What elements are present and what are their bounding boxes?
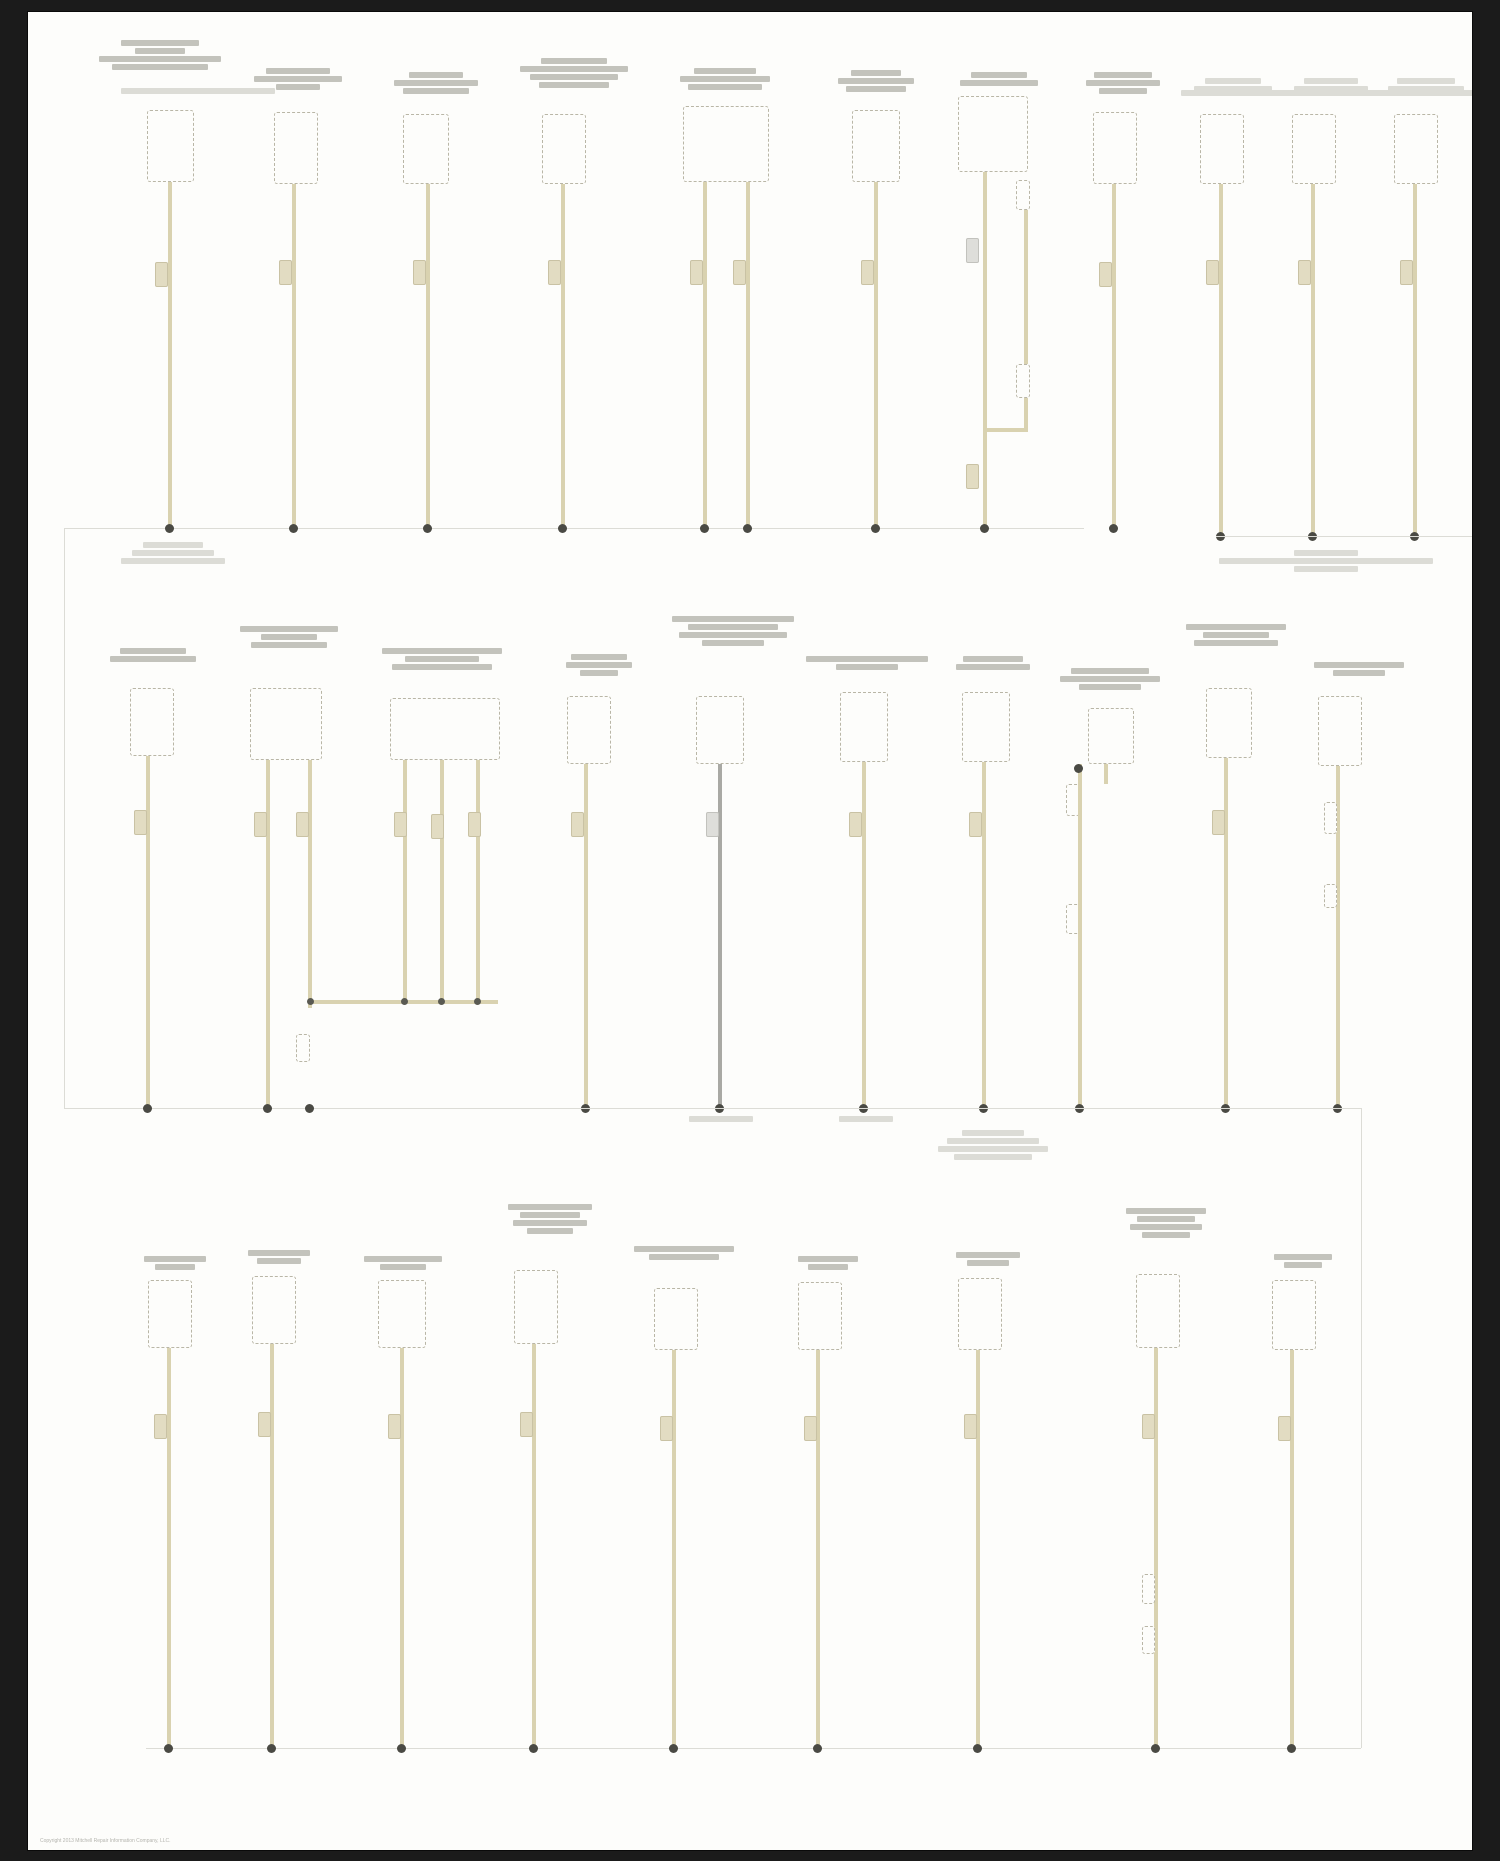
label-ipc [682, 68, 768, 90]
connector-headlamp-lower-b[interactable] [1142, 1626, 1155, 1654]
connector-mirror-lower[interactable] [296, 1034, 310, 1062]
label-pcm [396, 72, 476, 94]
wire-rear-entertainment [672, 1350, 676, 1748]
module-box-ipc[interactable] [683, 106, 769, 182]
label-headlamp-leveling [1128, 1208, 1204, 1238]
node-dot-1 [165, 524, 174, 533]
wire-door-lf [982, 762, 986, 1108]
module-box-heated-seat[interactable] [514, 1270, 558, 1344]
connector-sunroof[interactable] [134, 810, 147, 835]
node-dot-2 [289, 524, 298, 533]
wire-swc-c [476, 760, 480, 1000]
connector-swc-b[interactable] [431, 814, 444, 839]
connector-display[interactable] [258, 1412, 271, 1437]
label-tpm [958, 1252, 1018, 1266]
label-ebcm [962, 72, 1036, 86]
label-top-strip-right [1178, 90, 1472, 96]
module-box-display[interactable] [252, 1276, 296, 1344]
connector-amplifier[interactable] [1099, 262, 1112, 287]
module-box-tpm[interactable] [958, 1278, 1002, 1350]
node-dot-13 [143, 1104, 152, 1113]
label-trailer [1276, 1254, 1330, 1268]
module-box-memory-seat[interactable] [840, 692, 888, 762]
connector-swc-a[interactable] [394, 812, 407, 837]
connector-bcm-c1[interactable] [155, 262, 168, 287]
module-box-tcm[interactable] [274, 112, 318, 184]
module-box-ebcm[interactable] [958, 96, 1028, 172]
wire-sdm [1311, 184, 1315, 534]
connector-swc-c[interactable] [468, 812, 481, 837]
connector-ebcm-b[interactable] [966, 464, 979, 489]
label-telematics [674, 616, 792, 646]
label-camera [800, 1256, 856, 1270]
node-dot-28 [669, 1744, 678, 1753]
module-box-camera[interactable] [798, 1282, 842, 1350]
connector-ebcm-top[interactable] [1016, 180, 1030, 210]
label-splice-s116 [123, 542, 223, 564]
wire-ebcm [983, 172, 987, 528]
wire-door-rf [1104, 764, 1108, 784]
label-dlc [840, 70, 912, 92]
label-amplifier [1088, 72, 1158, 94]
connector-rear-entertainment[interactable] [660, 1416, 673, 1441]
label-splice-s212 [938, 1130, 1048, 1160]
connector-tcm[interactable] [279, 260, 292, 285]
connector-mirror-b[interactable] [296, 812, 309, 837]
node-dot-5 [700, 524, 709, 533]
label-tcm [256, 68, 340, 90]
module-box-parking-assist[interactable] [1206, 688, 1252, 758]
module-box-bcm-c1[interactable] [147, 110, 194, 182]
label-amp-audio [146, 1256, 204, 1270]
module-box-door-rf[interactable] [1088, 708, 1134, 764]
label-sunroof [112, 648, 194, 662]
wire-amp-audio [167, 1348, 171, 1748]
node-dot-4 [558, 524, 567, 533]
module-box-amplifier[interactable] [1093, 112, 1137, 184]
node-dot-25 [267, 1744, 276, 1753]
connector-navigation[interactable] [388, 1414, 401, 1439]
connector-sensor[interactable] [1400, 260, 1413, 285]
module-box-sensor[interactable] [1394, 114, 1438, 184]
module-box-mirror[interactable] [250, 688, 322, 760]
connector-camera[interactable] [804, 1416, 817, 1441]
module-box-navigation[interactable] [378, 1280, 426, 1348]
label-swc [384, 648, 500, 670]
connector-ipc-a[interactable] [690, 260, 703, 285]
connector-heated-seat[interactable] [520, 1412, 533, 1437]
wire-ipc-a [703, 182, 707, 528]
connector-headlamp-lower-a[interactable] [1142, 1574, 1155, 1604]
connector-ebcm-mid[interactable] [1016, 364, 1030, 398]
connector-ebcm-a[interactable] [966, 238, 979, 263]
wire-door-rf-main [1078, 764, 1082, 1108]
wire-ipc-b [746, 182, 750, 528]
wire-ebcm-jog [983, 428, 1028, 432]
connector-ipc-b[interactable] [733, 260, 746, 285]
connector-pcm[interactable] [413, 260, 426, 285]
module-box-door-lf[interactable] [962, 692, 1010, 762]
connector-occupant[interactable] [571, 812, 584, 837]
splice-row2-b [401, 998, 408, 1005]
node-dot-21 [1074, 764, 1083, 773]
wire-pcm [426, 184, 430, 528]
label-top-strip-left [108, 88, 288, 94]
splice-row2-c [438, 998, 445, 1005]
node-dot-31 [1151, 1744, 1160, 1753]
wire-sunroof [146, 756, 150, 1108]
module-box-pcm[interactable] [403, 114, 449, 184]
connector-door-lf[interactable] [969, 812, 982, 837]
label-rear-closure [1316, 662, 1402, 676]
connector-telematics[interactable] [706, 812, 719, 837]
wire-headlamp-leveling [1154, 1348, 1158, 1748]
module-box-telematics[interactable] [696, 696, 744, 764]
connector-hvac[interactable] [1206, 260, 1219, 285]
wire-memory-seat [862, 762, 866, 1108]
node-dot-9 [1109, 524, 1118, 533]
label-heated-seat [510, 1204, 590, 1234]
node-dot-30 [973, 1744, 982, 1753]
label-memory-seat [808, 656, 926, 670]
bus-row2-right [581, 1108, 1361, 1109]
bus-left-vertical [64, 528, 65, 1108]
node-dot-24 [164, 1744, 173, 1753]
label-ground-seat [838, 1116, 894, 1122]
node-dot-8 [980, 524, 989, 533]
module-box-sdm[interactable] [1292, 114, 1336, 184]
label-ground-g200 [688, 1116, 754, 1122]
wire-trailer [1290, 1350, 1294, 1748]
module-box-hvac[interactable] [1200, 114, 1244, 184]
wire-sensor [1413, 184, 1417, 534]
connector-trailer[interactable] [1278, 1416, 1291, 1441]
node-dot-29 [813, 1744, 822, 1753]
bus-row1-right [1216, 536, 1472, 537]
label-display [250, 1250, 308, 1264]
connector-mirror-a[interactable] [254, 812, 267, 837]
connector-rear-closure-a[interactable] [1324, 802, 1337, 834]
label-navigation-radio [366, 1256, 440, 1270]
bus-row3-horizontal [146, 1748, 1361, 1749]
bus-right-vertical [1361, 1108, 1362, 1748]
connector-rear-closure-b[interactable] [1324, 884, 1337, 908]
wire-occupant [584, 764, 588, 1108]
wire-display [270, 1344, 274, 1748]
label-rear-entertainment [636, 1246, 732, 1260]
node-dot-32 [1287, 1744, 1296, 1753]
connector-bcm-c2[interactable] [548, 260, 561, 285]
label-bcm-c1 [100, 40, 220, 70]
wire-camera [816, 1350, 820, 1748]
wire-hvac [1219, 184, 1223, 534]
connector-amp-audio[interactable] [154, 1414, 167, 1439]
wire-swc-a [403, 760, 407, 1000]
connector-parking-assist[interactable] [1212, 810, 1225, 835]
wire-dlc [874, 182, 878, 528]
connector-sdm[interactable] [1298, 260, 1311, 285]
node-dot-15 [305, 1104, 314, 1113]
wire-bcm-c2 [561, 184, 565, 528]
module-box-sunroof[interactable] [130, 688, 174, 756]
module-box-swc[interactable] [390, 698, 500, 760]
bus-row1-horizontal [64, 528, 1084, 529]
label-parking-assist [1188, 624, 1284, 646]
label-bcm-c2 [522, 58, 626, 88]
wire-tpm [976, 1350, 980, 1748]
connector-memory-seat[interactable] [849, 812, 862, 837]
connector-headlamp-leveling[interactable] [1142, 1414, 1155, 1439]
module-box-dlc[interactable] [852, 110, 900, 182]
node-dot-3 [423, 524, 432, 533]
label-mirror [242, 626, 336, 648]
connector-tpm[interactable] [964, 1414, 977, 1439]
diagram-sheet [28, 12, 1472, 1850]
copyright-footer: Copyright 2013 Mitchell Repair Information Company, LLC. [40, 1838, 171, 1844]
wire-bcm-c1 [168, 182, 172, 528]
node-dot-27 [529, 1744, 538, 1753]
label-door-lf [958, 656, 1028, 670]
label-occupant-sensing [568, 654, 630, 676]
wire-navigation [400, 1348, 404, 1748]
module-box-rear-closure[interactable] [1318, 696, 1362, 766]
label-splice-s118 [1220, 550, 1432, 572]
module-box-bcm-c2[interactable] [542, 114, 586, 184]
wire-swc-b [440, 760, 444, 1000]
module-box-amp-audio[interactable] [148, 1280, 192, 1348]
splice-row2-a [307, 998, 314, 1005]
wire-heated-seat [532, 1344, 536, 1748]
node-dot-7 [871, 524, 880, 533]
wire-tcm [292, 184, 296, 528]
module-box-occupant[interactable] [567, 696, 611, 764]
module-box-trailer[interactable] [1272, 1280, 1316, 1350]
label-door-rf [1062, 668, 1158, 690]
splice-row2-d [474, 998, 481, 1005]
node-dot-14 [263, 1104, 272, 1113]
module-box-rear-entertainment[interactable] [654, 1288, 698, 1350]
wire-amplifier [1112, 184, 1116, 528]
module-box-headlamp-leveling[interactable] [1136, 1274, 1180, 1348]
node-dot-26 [397, 1744, 406, 1753]
connector-dlc[interactable] [861, 260, 874, 285]
wire-mirror-b [308, 760, 312, 1008]
node-dot-6 [743, 524, 752, 533]
